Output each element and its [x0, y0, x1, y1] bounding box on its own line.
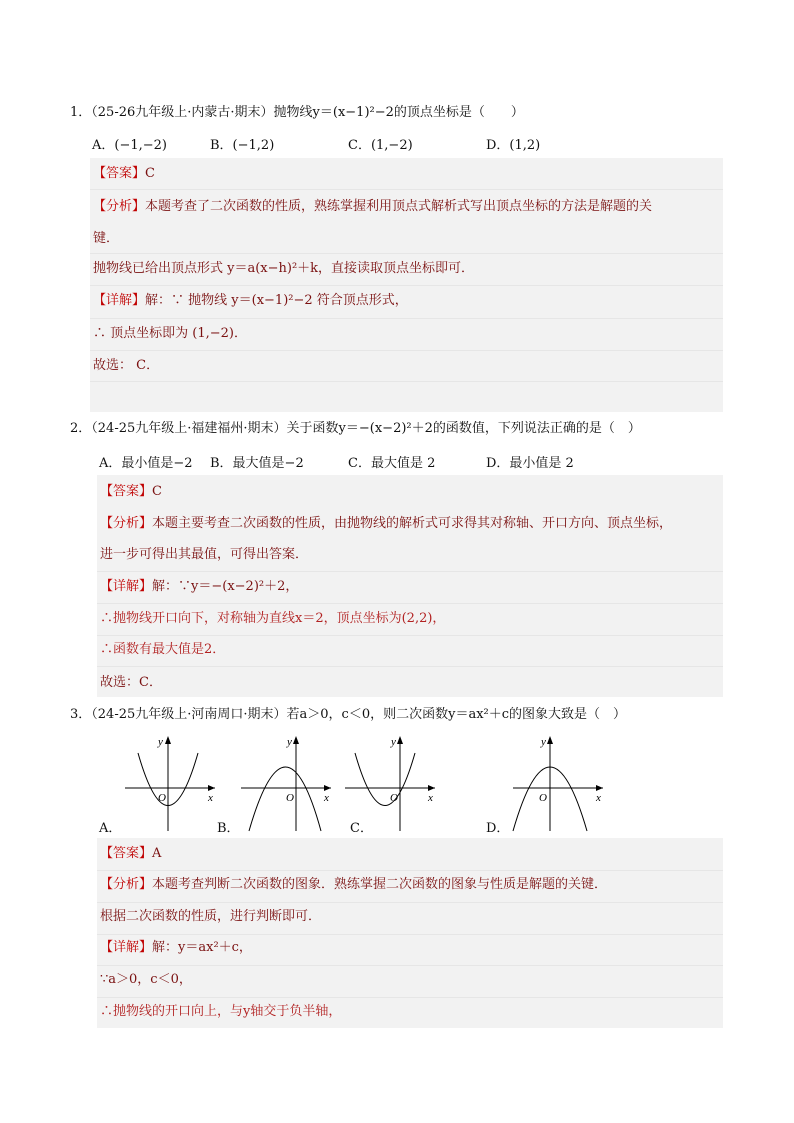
q1-analysis: 【分析】本题考查了二次函数的性质，熟练掌握利用顶点式解析式写出顶点坐标的方法是解题的关 [93, 199, 653, 214]
q3-solution-box [97, 838, 723, 1028]
parabola [249, 767, 321, 831]
q2-option-a[interactable]: A．最小值是−2 [99, 456, 193, 471]
question-1-stem: 1．（25-26九年级上·内蒙古·期末）抛物线y＝(x−1)²−2的顶点坐标是（ ） [70, 105, 524, 120]
q3-option-c[interactable]: C． [350, 821, 373, 836]
q2-detail: 【详解】解：∵y＝−(x−2)²＋2， [100, 579, 299, 594]
q2-option-c[interactable]: C．最大值是 2 [348, 456, 436, 471]
q2-analysis-cont: 进一步可得出其最值，可得出答案． [100, 547, 309, 562]
q3-step-1: ∵a＞0，c＜0， [100, 972, 192, 987]
question-2-stem: 2．（24-25九年级上·福建福州·期末）关于函数y＝−(x−2)²＋2的函数值，下列说法正确的是（ ） [70, 421, 641, 436]
q3-analysis: 【分析】本题考查判断二次函数的图象．熟练掌握二次函数的图象与性质是解题的关键． [100, 877, 608, 892]
origin-label: O [286, 792, 294, 804]
y-label: y [391, 736, 396, 748]
q1-option-d[interactable]: D．(1,2) [486, 138, 541, 153]
x-label: x [596, 792, 601, 804]
q2-step-3: 故选：C． [100, 675, 162, 690]
q3-option-b[interactable]: B． [217, 821, 240, 836]
origin-label: O [158, 792, 166, 804]
q3-graph-c[interactable] [340, 733, 440, 833]
q3-graph-d[interactable] [508, 733, 608, 833]
question-3-stem: 3．（24-25九年级上·河南周口·期末）若a＞0，c＜0，则二次函数y＝ax²＋c的图象大致是（ ） [70, 707, 627, 722]
y-label: y [158, 736, 163, 748]
q2-solution-box [97, 475, 723, 697]
q3-graph-a[interactable] [120, 733, 220, 833]
origin-label: O [390, 792, 398, 804]
q3-option-d[interactable]: D． [486, 821, 510, 836]
q1-step-2: 故选： C． [93, 358, 160, 373]
q3-analysis-cont: 根据二次函数的性质，进行判断即可． [100, 909, 322, 924]
q2-answer: 【答案】C [100, 484, 162, 499]
parabola [355, 753, 415, 806]
q2-step-2: ∴函数有最大值是2． [100, 642, 226, 657]
x-label: x [428, 792, 433, 804]
q1-option-b[interactable]: B．(−1,2) [210, 138, 275, 153]
q3-step-2: ∴抛物线的开口向上，与y轴交于负半轴， [100, 1004, 342, 1019]
origin-label: O [539, 792, 547, 804]
q2-analysis: 【分析】本题主要考查二次函数的性质，由抛物线的解析式可求得其对称轴、开口方向、顶点坐标， [100, 516, 673, 531]
x-label: x [208, 792, 213, 804]
q1-option-c[interactable]: C．(1,−2) [348, 138, 413, 153]
q2-step-1: ∴抛物线开口向下，对称轴为直线x＝2，顶点坐标为(2,2)， [100, 611, 446, 626]
q3-graph-b[interactable] [236, 733, 336, 833]
q1-step-1: ∴ 顶点坐标即为 (1,−2)． [93, 326, 247, 341]
x-label: x [324, 792, 329, 804]
q1-analysis-cont: 键． [93, 231, 120, 246]
q3-option-a[interactable]: A． [99, 821, 122, 836]
q1-answer: 【答案】C [93, 166, 155, 181]
q2-option-b[interactable]: B．最大值是−2 [210, 456, 304, 471]
q1-option-a[interactable]: A．(−1,−2) [92, 138, 167, 153]
q2-option-d[interactable]: D．最小值是 2 [486, 456, 574, 471]
q1-analysis-line2: 抛物线已给出顶点形式 y＝a(x−h)²＋k，直接读取顶点坐标即可． [93, 261, 475, 276]
q3-answer: 【答案】A [100, 846, 162, 861]
q3-detail: 【详解】解：y＝ax²＋c， [100, 940, 252, 955]
y-label: y [541, 736, 546, 748]
q1-detail: 【详解】解：∵ 抛物线 y＝(x−1)²−2 符合顶点形式， [93, 293, 408, 308]
q1-solution-box [90, 158, 723, 412]
y-label: y [287, 736, 292, 748]
